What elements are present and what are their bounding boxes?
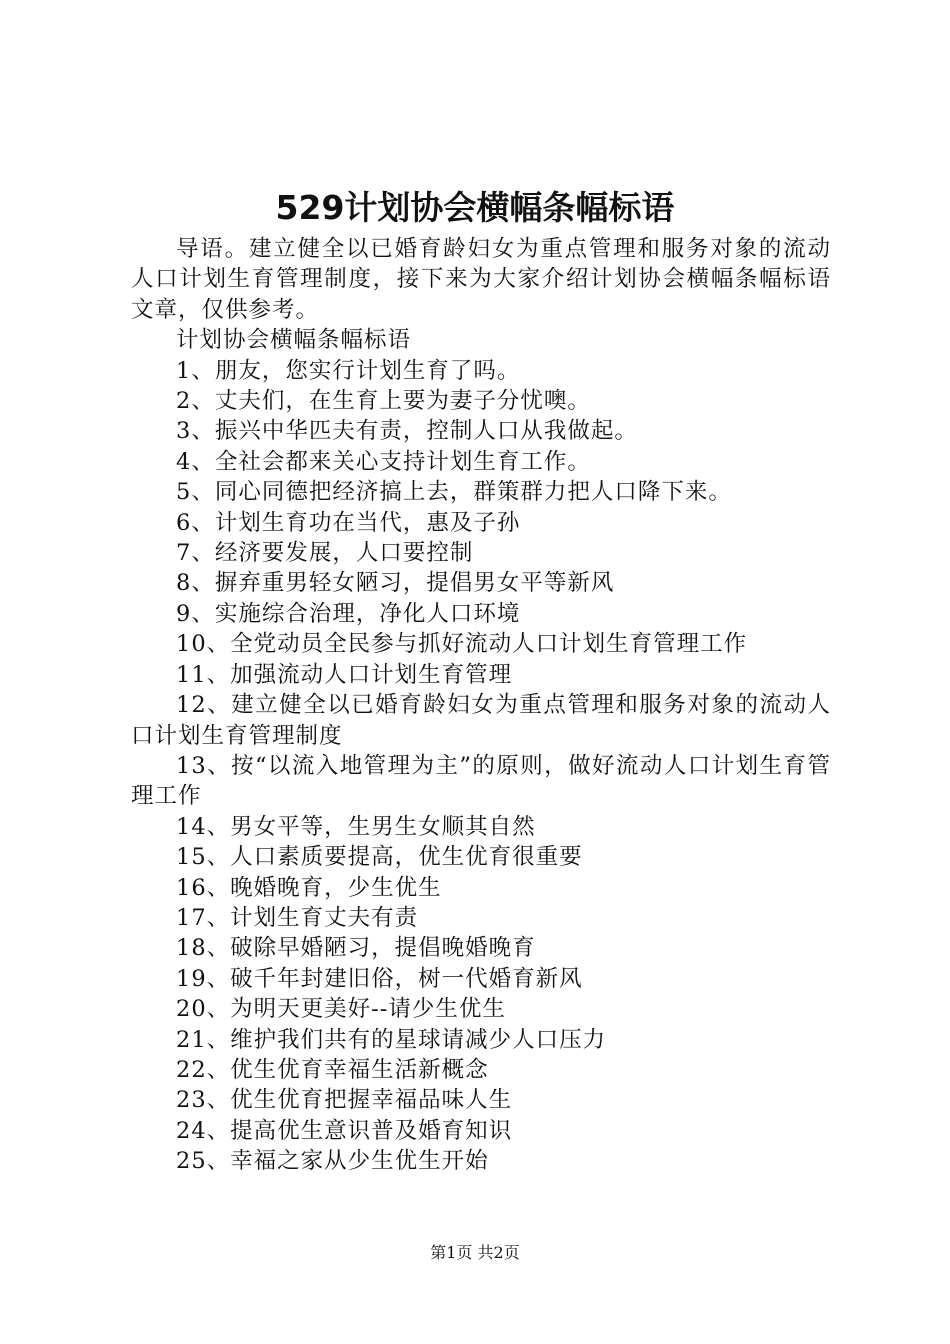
slogan-item: 7、经济要发展，人口要控制 xyxy=(176,540,474,567)
slogan-item: 5、同心同德把经济搞上去，群策群力把人口降下来。 xyxy=(176,479,732,506)
slogan-item: 25、幸福之家从少生优生开始 xyxy=(176,1148,489,1175)
document-title: 529计划协会横幅条幅标语 xyxy=(275,188,675,227)
slogan-item: 10、全党动员全民参与抓好流动人口计划生育管理工作 xyxy=(176,631,748,658)
slogan-item: 23、优生优育把握幸福品味人生 xyxy=(176,1087,513,1114)
slogan-item: 12、建立健全以已婚育龄妇女为重点管理和服务对象的流动人口计划生育管理制度 xyxy=(131,692,831,749)
slogan-item: 18、破除早婚陋习，提倡晚婚晚育 xyxy=(176,935,536,962)
page-footer: 第1页 共2页 xyxy=(430,1243,520,1262)
slogan-item: 3、振兴中华匹夫有责，控制人口从我做起。 xyxy=(176,418,638,445)
slogan-item: 16、晚婚晚育，少生优生 xyxy=(176,874,442,901)
slogan-item: 19、破千年封建旧俗，树一代婚育新风 xyxy=(176,965,583,992)
section-heading: 计划协会横幅条幅标语 xyxy=(176,327,412,354)
slogan-item: 24、提高优生意识普及婚育知识 xyxy=(176,1117,513,1144)
slogan-item: 9、实施综合治理，净化人口环境 xyxy=(176,600,521,627)
slogan-item: 4、全社会都来关心支持计划生育工作。 xyxy=(176,448,591,475)
slogan-item: 17、计划生育丈夫有责 xyxy=(176,904,419,931)
slogan-item: 14、男女平等，生男生女顺其自然 xyxy=(176,813,536,840)
slogan-item: 1、朋友，您实行计划生育了吗。 xyxy=(176,357,521,384)
slogan-item: 8、摒弃重男轻女陋习，提倡男女平等新风 xyxy=(176,570,615,597)
slogan-item: 22、优生优育幸福生活新概念 xyxy=(176,1056,489,1083)
intro-paragraph: 导语。建立健全以已婚育龄妇女为重点管理和服务对象的流动人口计划生育管理制度，接下来为大家介绍计划协会横幅条幅标语文章，仅供参考。 xyxy=(131,236,831,323)
slogan-list xyxy=(131,356,831,1177)
document-body xyxy=(131,234,831,1177)
slogan-item: 2、丈夫们，在生育上要为妻子分忧噢。 xyxy=(176,388,591,415)
slogan-item: 11、加强流动人口计划生育管理 xyxy=(176,661,513,688)
slogan-item: 21、维护我们共有的星球请减少人口压力 xyxy=(176,1026,607,1053)
slogan-item: 13、按“以流入地管理为主”的原则，做好流动人口计划生育管理工作 xyxy=(131,752,831,810)
slogan-item: 6、计划生育功在当代，惠及子孙 xyxy=(176,509,521,536)
slogan-item: 20、为明天更美好--请少生优生 xyxy=(176,996,506,1023)
slogan-item: 15、人口素质要提高，优生优育很重要 xyxy=(176,844,583,871)
